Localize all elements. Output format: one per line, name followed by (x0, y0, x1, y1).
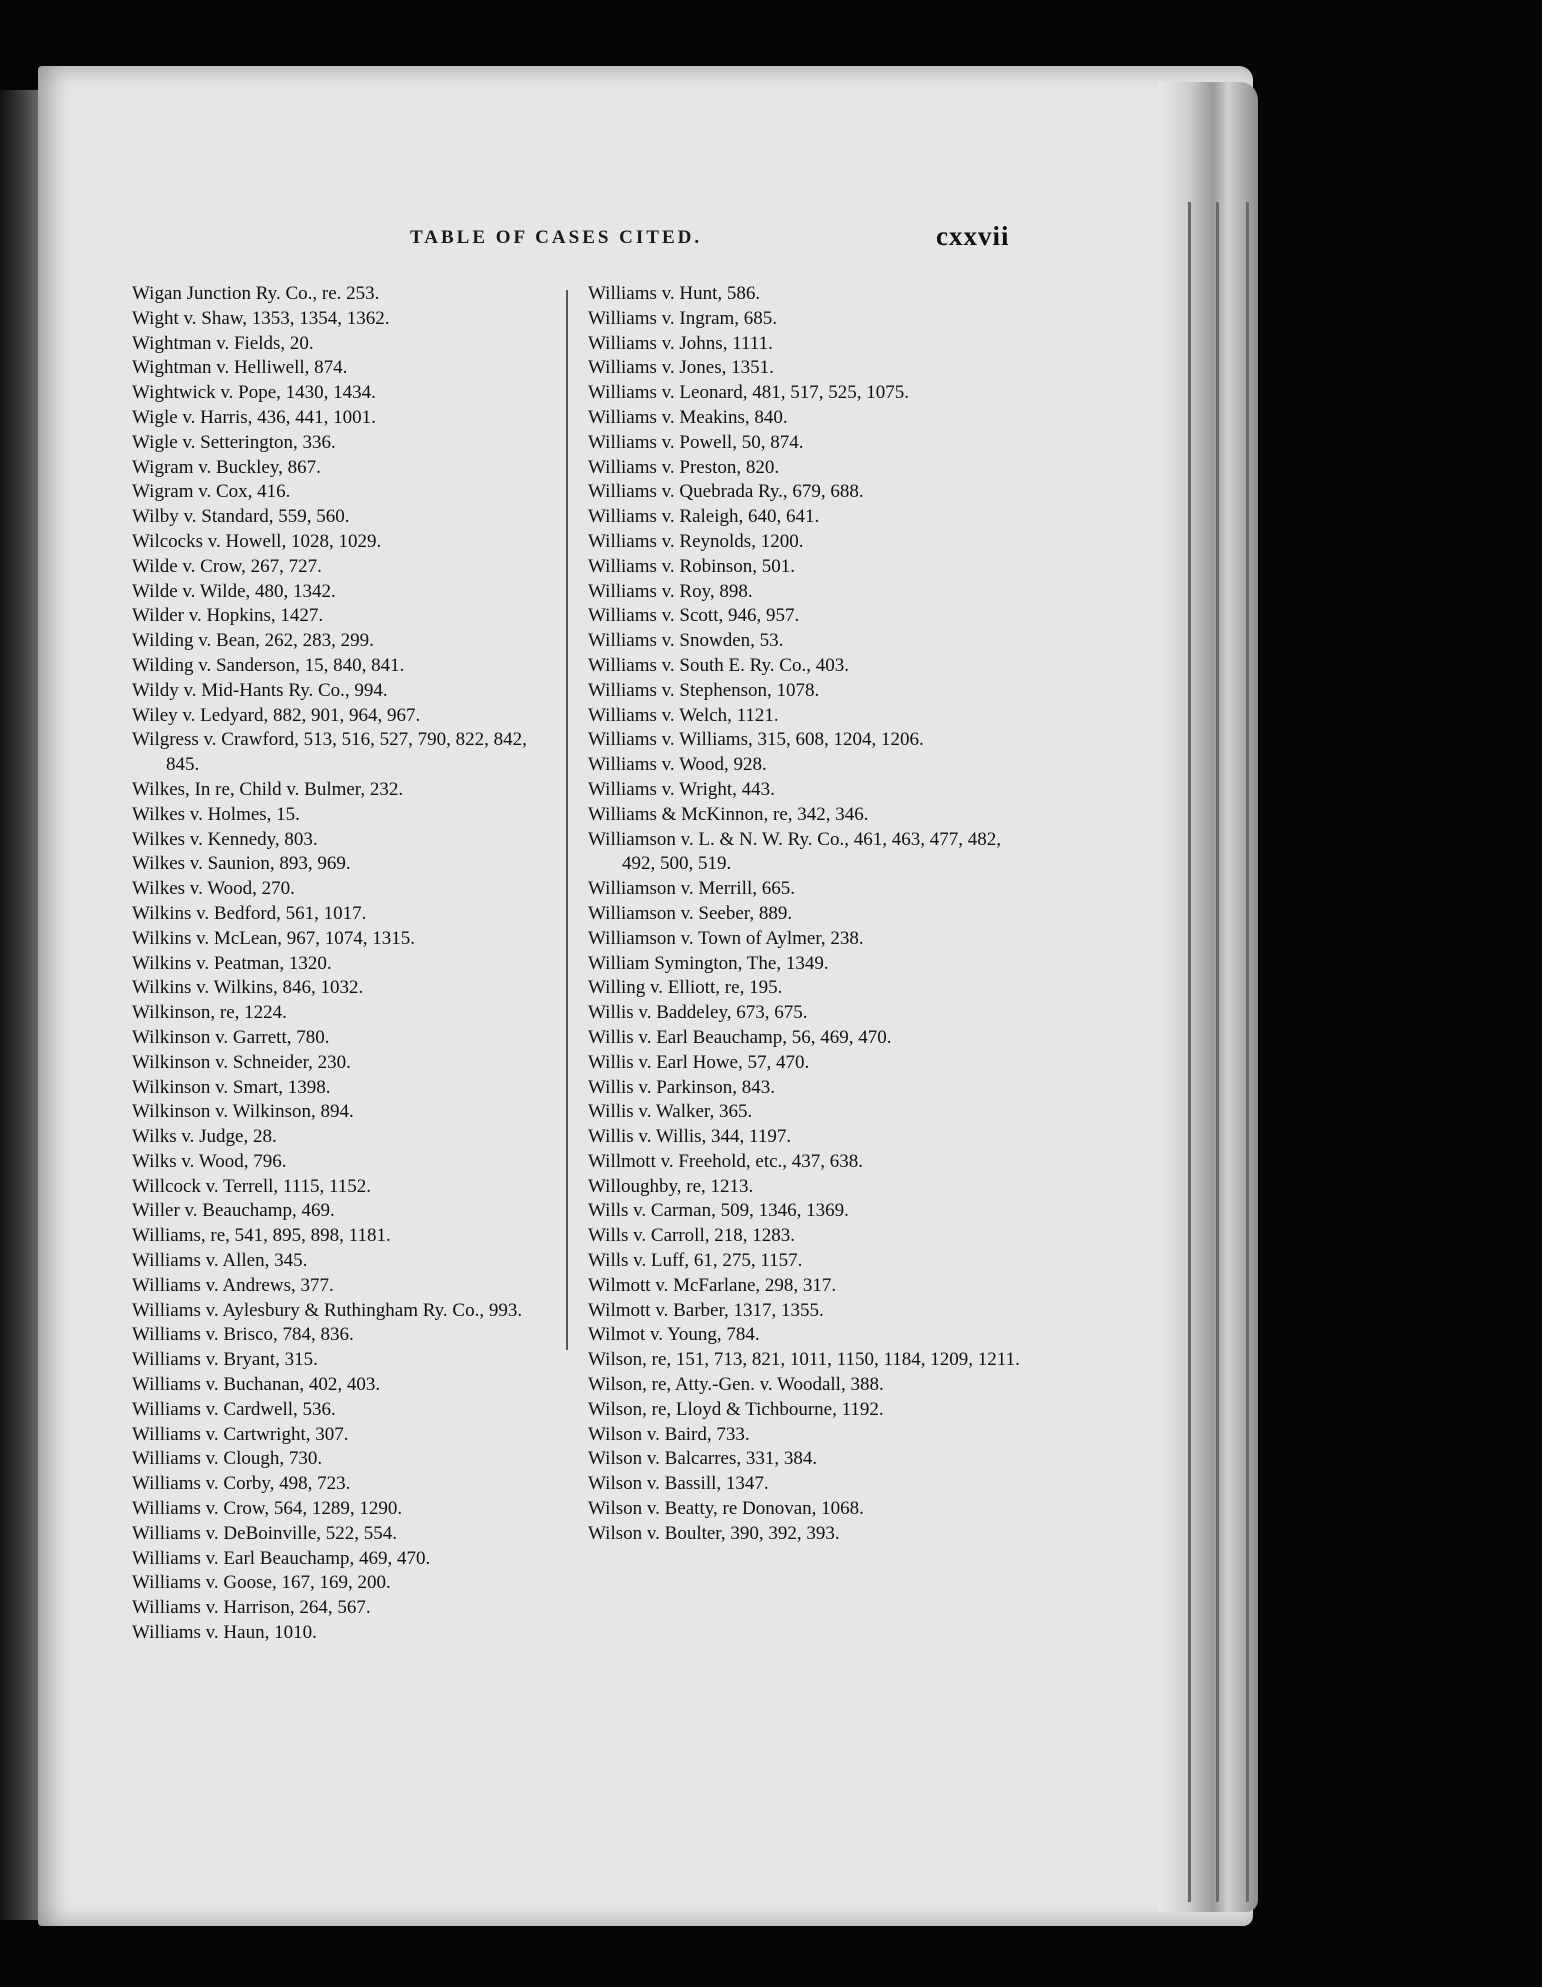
case-entry: Williams v. Reynolds, 1200. (588, 530, 804, 552)
case-entry: Willis v. Parkinson, 843. (588, 1076, 775, 1098)
case-entry: Wilkins v. Bedford, 561, 1017. (132, 902, 367, 924)
case-entry: Wilson v. Boulter, 390, 392, 393. (588, 1522, 840, 1544)
case-entry: Wilder v. Hopkins, 1427. (132, 605, 324, 627)
case-entry: Wight v. Shaw, 1353, 1354, 1362. (132, 307, 390, 329)
case-entry: Williams v. Crow, 564, 1289, 1290. (132, 1498, 403, 1520)
case-entry: Wightman v. Helliwell, 874. (132, 357, 348, 379)
case-entry: Williams v. Cardwell, 536. (132, 1398, 336, 1420)
case-entry: Williams v. Earl Beauchamp, 469, 470. (132, 1547, 431, 1569)
case-entry: Wilkes v. Wood, 270. (132, 878, 295, 900)
case-entry: Williams v. Wood, 928. (588, 754, 767, 776)
case-entry: Willis v. Earl Beauchamp, 56, 469, 470. (588, 1026, 892, 1048)
page-header (0, 221, 1542, 257)
case-entry: Wilks v. Wood, 796. (132, 1150, 287, 1172)
page-edge-line (1246, 202, 1249, 1902)
case-entry: Williams v. Andrews, 377. (132, 1274, 334, 1296)
case-entry: Williams v. Goose, 167, 169, 200. (132, 1572, 391, 1594)
case-entry: Williams v. Hunt, 586. (588, 283, 761, 304)
case-entry: Williams v. Buchanan, 402, 403. (132, 1374, 381, 1396)
case-entry: Williams v. Leonard, 481, 517, 525, 1075. (588, 382, 909, 404)
case-entry: Wilkins v. Wilkins, 846, 1032. (132, 977, 364, 999)
case-entry: Wilkinson v. Smart, 1398. (132, 1076, 331, 1098)
case-entry: Williamson v. Merrill, 665. (588, 878, 795, 900)
case-entry: Williams v. Meakins, 840. (588, 406, 788, 428)
case-entry: Wilde v. Wilde, 480, 1342. (132, 580, 336, 602)
case-entry: Williams, re, 541, 895, 898, 1181. (132, 1225, 391, 1247)
case-entry: Wilkes v. Saunion, 893, 969. (132, 853, 351, 875)
case-entry: Wilson v. Bassill, 1347. (588, 1473, 769, 1495)
case-entry: Williamson v. Town of Aylmer, 238. (588, 927, 864, 949)
case-entry: Willis v. Willis, 344, 1197. (588, 1126, 792, 1148)
case-entry: Wills v. Luff, 61, 275, 1157. (588, 1250, 803, 1272)
case-entry: Wilkinson v. Schneider, 230. (132, 1051, 351, 1073)
case-entry: Williams v. Cartwright, 307. (132, 1423, 349, 1445)
case-entry: Wilding v. Bean, 262, 283, 299. (132, 630, 374, 652)
case-entry: Willis v. Walker, 365. (588, 1101, 753, 1123)
page-edge-line (1216, 202, 1219, 1902)
case-entry: Wilmot v. Young, 784. (588, 1324, 760, 1346)
case-entry: Williams v. Harrison, 264, 567. (132, 1597, 371, 1619)
page-number: cxxvii (936, 221, 1010, 251)
case-entry: Williams v. Bryant, 315. (132, 1349, 318, 1371)
case-entry: Wilkinson, re, 1224. (132, 1002, 287, 1024)
case-entry: Williams v. Welch, 1121. (588, 704, 779, 726)
case-entry: Wilkes, In re, Child v. Bulmer, 232. (132, 778, 404, 800)
case-entry: Williams v. Brisco, 784, 836. (132, 1324, 354, 1346)
case-entry: Williams v. Powell, 50, 874. (588, 431, 804, 453)
case-entry: Williams v. Wright, 443. (588, 778, 775, 800)
case-entry: Wilde v. Crow, 267, 727. (132, 555, 322, 577)
case-entry: Williams v. Johns, 1111. (588, 332, 773, 354)
case-entry: Williams v. DeBoinville, 522, 554. (132, 1522, 398, 1544)
case-entry: Williams & McKinnon, re, 342, 346. (588, 803, 869, 825)
case-entry: Wilkes v. Holmes, 15. (132, 803, 300, 825)
case-entry: Williams v. Williams, 315, 608, 1204, 1206. (588, 729, 924, 751)
case-entry: Wilmott v. Barber, 1317, 1355. (588, 1299, 824, 1321)
case-entry: Willing v. Elliott, re, 195. (588, 977, 783, 999)
case-entry: Williams v. Clough, 730. (132, 1448, 323, 1470)
case-entry: Wilcocks v. Howell, 1028, 1029. (132, 530, 382, 552)
case-entry: Williams v. Raleigh, 640, 641. (588, 506, 820, 528)
case-entry: Williams v. Quebrada Ry., 679, 688. (588, 481, 864, 503)
case-entry: Williams v. Roy, 898. (588, 580, 753, 602)
case-entry: Wilkes v. Kennedy, 803. (132, 828, 318, 850)
case-entry: Wills v. Carroll, 218, 1283. (588, 1225, 795, 1247)
case-entry: Wilkinson v. Wilkinson, 894. (132, 1101, 354, 1123)
case-entry: Wigram v. Buckley, 867. (132, 456, 321, 478)
case-entry: Williams v. Robinson, 501. (588, 555, 796, 577)
running-head: TABLE OF CASES CITED. (410, 227, 703, 248)
case-entry: Williams v. Preston, 820. (588, 456, 780, 478)
case-entry: Wilkins v. Peatman, 1320. (132, 952, 332, 974)
case-entry: Willcock v. Terrell, 1115, 1152. (132, 1175, 372, 1197)
case-entry: Williams v. Snowden, 53. (588, 630, 784, 652)
case-entry: Williams v. Corby, 498, 723. (132, 1473, 351, 1495)
page-edge-line (1188, 202, 1191, 1902)
page-edges (1158, 82, 1258, 1912)
case-entry: Wilson v. Balcarres, 331, 384. (588, 1448, 818, 1470)
case-entry: Williamson v. L. & N. W. Ry. Co., 461, 463, 477, 482, 492, 500, 519. (588, 828, 1001, 875)
case-entry: Williams v. South E. Ry. Co., 403. (588, 654, 849, 676)
case-entry: Wilby v. Standard, 559, 560. (132, 506, 350, 528)
case-entry: Williams v. Allen, 345. (132, 1250, 308, 1272)
case-entry: Wigle v. Setterington, 336. (132, 431, 336, 453)
case-entry: Wightwick v. Pope, 1430, 1434. (132, 382, 376, 404)
case-entry: Wilson, re, Lloyd & Tichbourne, 1192. (588, 1398, 884, 1420)
case-entry: Willis v. Earl Howe, 57, 470. (588, 1051, 810, 1073)
case-entry: Wilson, re, 151, 713, 821, 1011, 1150, 1184, 1209, 1211. (588, 1349, 1020, 1371)
case-entry: Williams v. Scott, 946, 957. (588, 605, 800, 627)
case-entry: Wigan Junction Ry. Co., re. 253. (132, 283, 380, 304)
case-entry: Wilmott v. McFarlane, 298, 317. (588, 1274, 837, 1296)
scan-top-border (0, 0, 1542, 60)
case-entry: Willer v. Beauchamp, 469. (132, 1200, 335, 1222)
case-entry: Wigram v. Cox, 416. (132, 481, 291, 503)
case-entry: Wills v. Carman, 509, 1346, 1369. (588, 1200, 849, 1222)
left-column (132, 282, 564, 1646)
case-entry: Wilson v. Beatty, re Donovan, 1068. (588, 1498, 864, 1520)
case-entry: Williams v. Stephenson, 1078. (588, 679, 820, 701)
column-divider (566, 290, 568, 1350)
case-entry: Williams v. Jones, 1351. (588, 357, 774, 379)
case-entry: Wiley v. Ledyard, 882, 901, 964, 967. (132, 704, 421, 726)
case-entry: Williamson v. Seeber, 889. (588, 902, 793, 924)
case-entry: Wilgress v. Crawford, 513, 516, 527, 790, 822, 842, 845. (132, 729, 527, 776)
case-entry: Wilson v. Baird, 733. (588, 1423, 750, 1445)
case-entry: Wilson, re, Atty.-Gen. v. Woodall, 388. (588, 1374, 884, 1396)
case-entry: Wilks v. Judge, 28. (132, 1126, 277, 1148)
case-entry: Wigle v. Harris, 436, 441, 1001. (132, 406, 376, 428)
case-entry: Williams v. Haun, 1010. (132, 1622, 317, 1644)
case-entry: William Symington, The, 1349. (588, 952, 829, 974)
case-entry: Wightman v. Fields, 20. (132, 332, 314, 354)
case-entry: Wildy v. Mid-Hants Ry. Co., 994. (132, 679, 388, 701)
case-entry: Wilding v. Sanderson, 15, 840, 841. (132, 654, 405, 676)
case-entry: Willoughby, re, 1213. (588, 1175, 754, 1197)
case-entry: Williams v. Ingram, 685. (588, 307, 778, 329)
case-entry: Wilkins v. McLean, 967, 1074, 1315. (132, 927, 415, 949)
right-column (588, 282, 1036, 1547)
case-entry: Willis v. Baddeley, 673, 675. (588, 1002, 808, 1024)
case-entry: Williams v. Aylesbury & Ruthingham Ry. Co., 993. (132, 1299, 523, 1321)
case-entry: Willmott v. Freehold, etc., 437, 638. (588, 1150, 864, 1172)
case-entry: Wilkinson v. Garrett, 780. (132, 1026, 330, 1048)
